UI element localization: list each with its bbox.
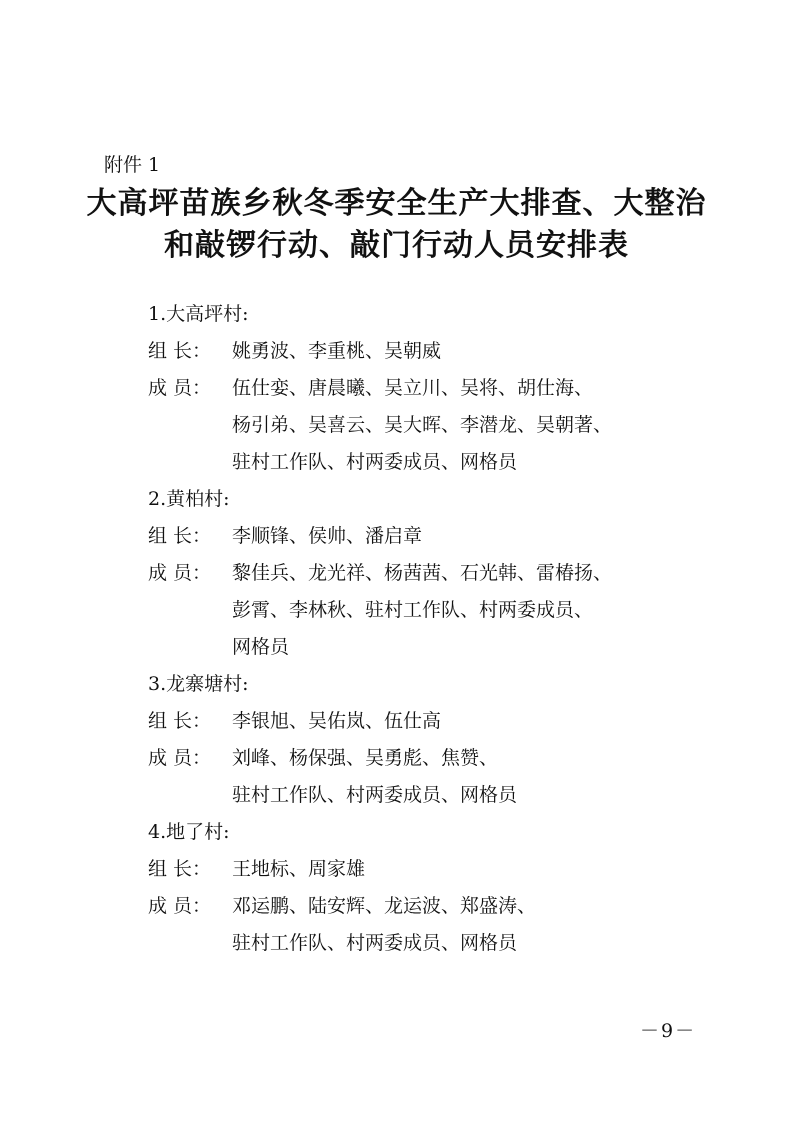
member-row [148,888,708,925]
leader-label: 组 长： [148,525,212,547]
member-names-continued: 驻村工作队、村两委成员、网格员 [232,451,518,473]
leader-label: 组 长： [148,858,212,880]
member-label: 成 员： [148,562,212,584]
document-title-line-2: 和敲锣行动、敲门行动人员安排表 [164,228,629,263]
village-heading: 2.黄柏村: [148,488,230,510]
leader-names: 李银旭、吴佑岚、伍仕高 [232,710,442,732]
leader-names: 姚勇波、李重桃、吴朝威 [232,340,442,362]
annex-label: 附件 1 [104,154,161,176]
member-row [148,740,708,777]
village-heading: 1.大高坪村: [148,303,249,325]
document-title-line-1: 大高坪苗族乡秋冬季安全生产大排查、大整治 [86,186,707,221]
member-names-continued: 网格员 [232,636,290,658]
member-names: 黎佳兵、龙光祥、杨茜茜、石光韩、雷椿扬、 [232,562,613,584]
page-number: －9－ [640,1020,697,1042]
leader-names: 王地标、周家雄 [232,858,366,880]
leader-row [148,333,708,370]
leader-label: 组 长： [148,340,212,362]
leader-row [148,703,708,740]
leader-row [148,518,708,555]
member-label: 成 员： [148,895,212,917]
member-row [148,555,708,592]
member-label: 成 员： [148,377,212,399]
leader-row [148,851,708,888]
member-row [148,370,708,407]
member-names-continued: 驻村工作队、村两委成员、网格员 [232,784,518,806]
member-names-continued: 驻村工作队、村两委成员、网格员 [232,932,518,954]
roster-content [148,296,708,962]
village-heading: 4.地了村: [148,821,230,843]
member-names: 邓运鹏、陆安辉、龙运波、郑盛涛、 [232,895,537,917]
member-names-continued: 杨引弟、吴喜云、吴大晖、李潜龙、吴朝著、 [232,414,613,436]
member-names: 刘峰、杨保强、吴勇彪、焦赞、 [232,747,499,769]
member-names: 伍仕娈、唐晨曦、吴立川、吴将、胡仕海、 [232,377,594,399]
village-heading: 3.龙寨塘村: [148,673,249,695]
leader-label: 组 长： [148,710,212,732]
member-label: 成 员： [148,747,212,769]
leader-names: 李顺锋、侯帅、潘启章 [232,525,423,547]
member-names-continued: 彭霄、李林秋、驻村工作队、村两委成员、 [232,599,594,621]
